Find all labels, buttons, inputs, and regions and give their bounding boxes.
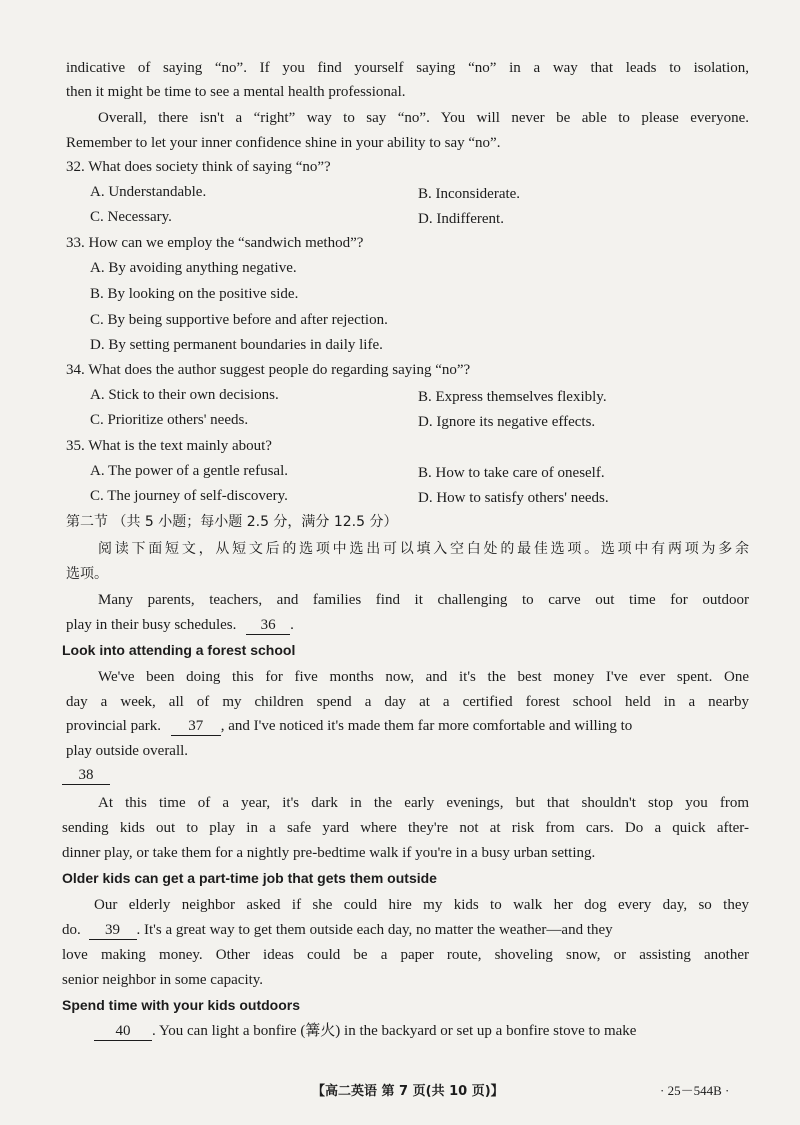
q35-option-a[interactable]: A. The power of a gentle refusal. xyxy=(90,463,288,479)
page-footer-center: 【高二英语 第 7 页(共 10 页)】 xyxy=(312,1084,504,1099)
blank-37[interactable]: 37 xyxy=(171,718,221,736)
paragraph-text: . You can light a bonfire (篝火) in the backyard or set up a bonfire stove to make xyxy=(152,1023,637,1039)
blank-39[interactable]: 39 xyxy=(89,922,137,940)
passage-line: indicative of saying “no”. If you find yourself saying “no” in a way that leads to isolation, xyxy=(66,60,749,76)
paragraph-line: At this time of a year, it's dark in the early evenings, but that shouldn't stop you from xyxy=(98,795,749,811)
instruction-line: 阅读下面短文，从短文后的选项中选出可以填入空白处的最佳选项。选项中有两项为多余 xyxy=(98,541,749,557)
q33-option-b[interactable]: B. By looking on the positive side. xyxy=(90,286,299,302)
period: . xyxy=(290,617,294,633)
q32-option-b[interactable]: B. Inconsiderate. xyxy=(418,186,521,202)
paragraph-text: provincial park. xyxy=(66,718,161,734)
blank-36[interactable]: 36 xyxy=(246,617,290,635)
instruction-line: 选项。 xyxy=(66,566,108,582)
blank-40[interactable]: 40 xyxy=(94,1023,152,1041)
q33-option-c[interactable]: C. By being supportive before and after rejection. xyxy=(90,312,388,328)
q34-option-a[interactable]: A. Stick to their own decisions. xyxy=(90,387,279,403)
heading-spend-time: Spend time with your kids outdoors xyxy=(62,997,301,1013)
q34-option-d[interactable]: D. Ignore its negative effects. xyxy=(418,414,596,430)
q34-option-c[interactable]: C. Prioritize others' needs. xyxy=(90,412,249,428)
paragraph-line xyxy=(62,920,749,940)
q33-option-a[interactable]: A. By avoiding anything negative. xyxy=(90,260,297,276)
paragraph-text: . It's a great way to get them outside each day, no matter the weather—and they xyxy=(136,922,613,938)
question-32-stem: 32. What does society think of saying “no”? xyxy=(66,159,331,175)
page-footer-code: · 25－544B · xyxy=(660,1083,730,1098)
paragraph-line: dinner play, or take them for a nightly pre-bedtime walk if you're in a busy urban setting. xyxy=(62,845,596,861)
q32-option-a[interactable]: A. Understandable. xyxy=(90,184,207,200)
blank-38[interactable]: 38 xyxy=(62,767,110,785)
q34-option-b[interactable]: B. Express themselves flexibly. xyxy=(418,389,607,405)
paragraph-line: Our elderly neighbor asked if she could hire my kids to walk her dog every day, so they xyxy=(94,897,749,913)
paragraph-line xyxy=(66,716,749,736)
intro-text: play in their busy schedules. xyxy=(66,617,237,633)
passage-line: Remember to let your inner confidence shine in your ability to say “no”. xyxy=(66,135,501,151)
paragraph-line: love making money. Other ideas could be a paper route, shoveling snow, or assisting another xyxy=(62,947,749,963)
passage-line: then it might be time to see a mental health professional. xyxy=(66,84,406,100)
blank-38-line xyxy=(62,765,110,785)
heading-part-time-job: Older kids can get a part-time job that gets them outside xyxy=(62,870,437,886)
paragraph-text: , and I've noticed it's made them far more comfortable and willing to xyxy=(220,718,633,734)
heading-forest-school: Look into attending a forest school xyxy=(62,642,296,658)
question-35-stem: 35. What is the text mainly about? xyxy=(66,438,272,454)
paragraph-line: play outside overall. xyxy=(66,743,189,759)
question-34-stem: 34. What does the author suggest people do regarding saying “no”? xyxy=(66,362,471,378)
paragraph-line: We've been doing this for five months now, and it's the best money I've ever spent. One xyxy=(98,669,749,685)
q35-option-c[interactable]: C. The journey of self-discovery. xyxy=(90,488,288,504)
section-header: 第二节 （共 5 小题；每小题 2.5 分，满分 12.5 分） xyxy=(66,514,398,530)
intro-line xyxy=(66,615,294,635)
q32-option-c[interactable]: C. Necessary. xyxy=(90,209,172,225)
q35-option-d[interactable]: D. How to satisfy others' needs. xyxy=(418,490,609,506)
q33-option-d[interactable]: D. By setting permanent boundaries in daily life. xyxy=(90,337,383,353)
q35-option-b[interactable]: B. How to take care of oneself. xyxy=(418,465,605,481)
intro-line: Many parents, teachers, and families find it challenging to carve out time for outdoor xyxy=(98,592,749,608)
paragraph-line xyxy=(94,1021,749,1041)
q32-option-d[interactable]: D. Indifferent. xyxy=(418,211,504,227)
question-33-stem: 33. How can we employ the “sandwich method”? xyxy=(66,235,364,251)
passage-line: Overall, there isn't a “right” way to say “no”. You will never be able to please everyone. xyxy=(98,110,749,126)
paragraph-line: sending kids out to play in a safe yard where they're not at risk from cars. Do a quick after- xyxy=(62,820,749,836)
paragraph-line: day a week, all of my children spend a day at a certified forest school held in a nearby xyxy=(66,694,749,710)
paragraph-text: do. xyxy=(62,922,81,938)
paragraph-line: senior neighbor in some capacity. xyxy=(62,972,264,988)
